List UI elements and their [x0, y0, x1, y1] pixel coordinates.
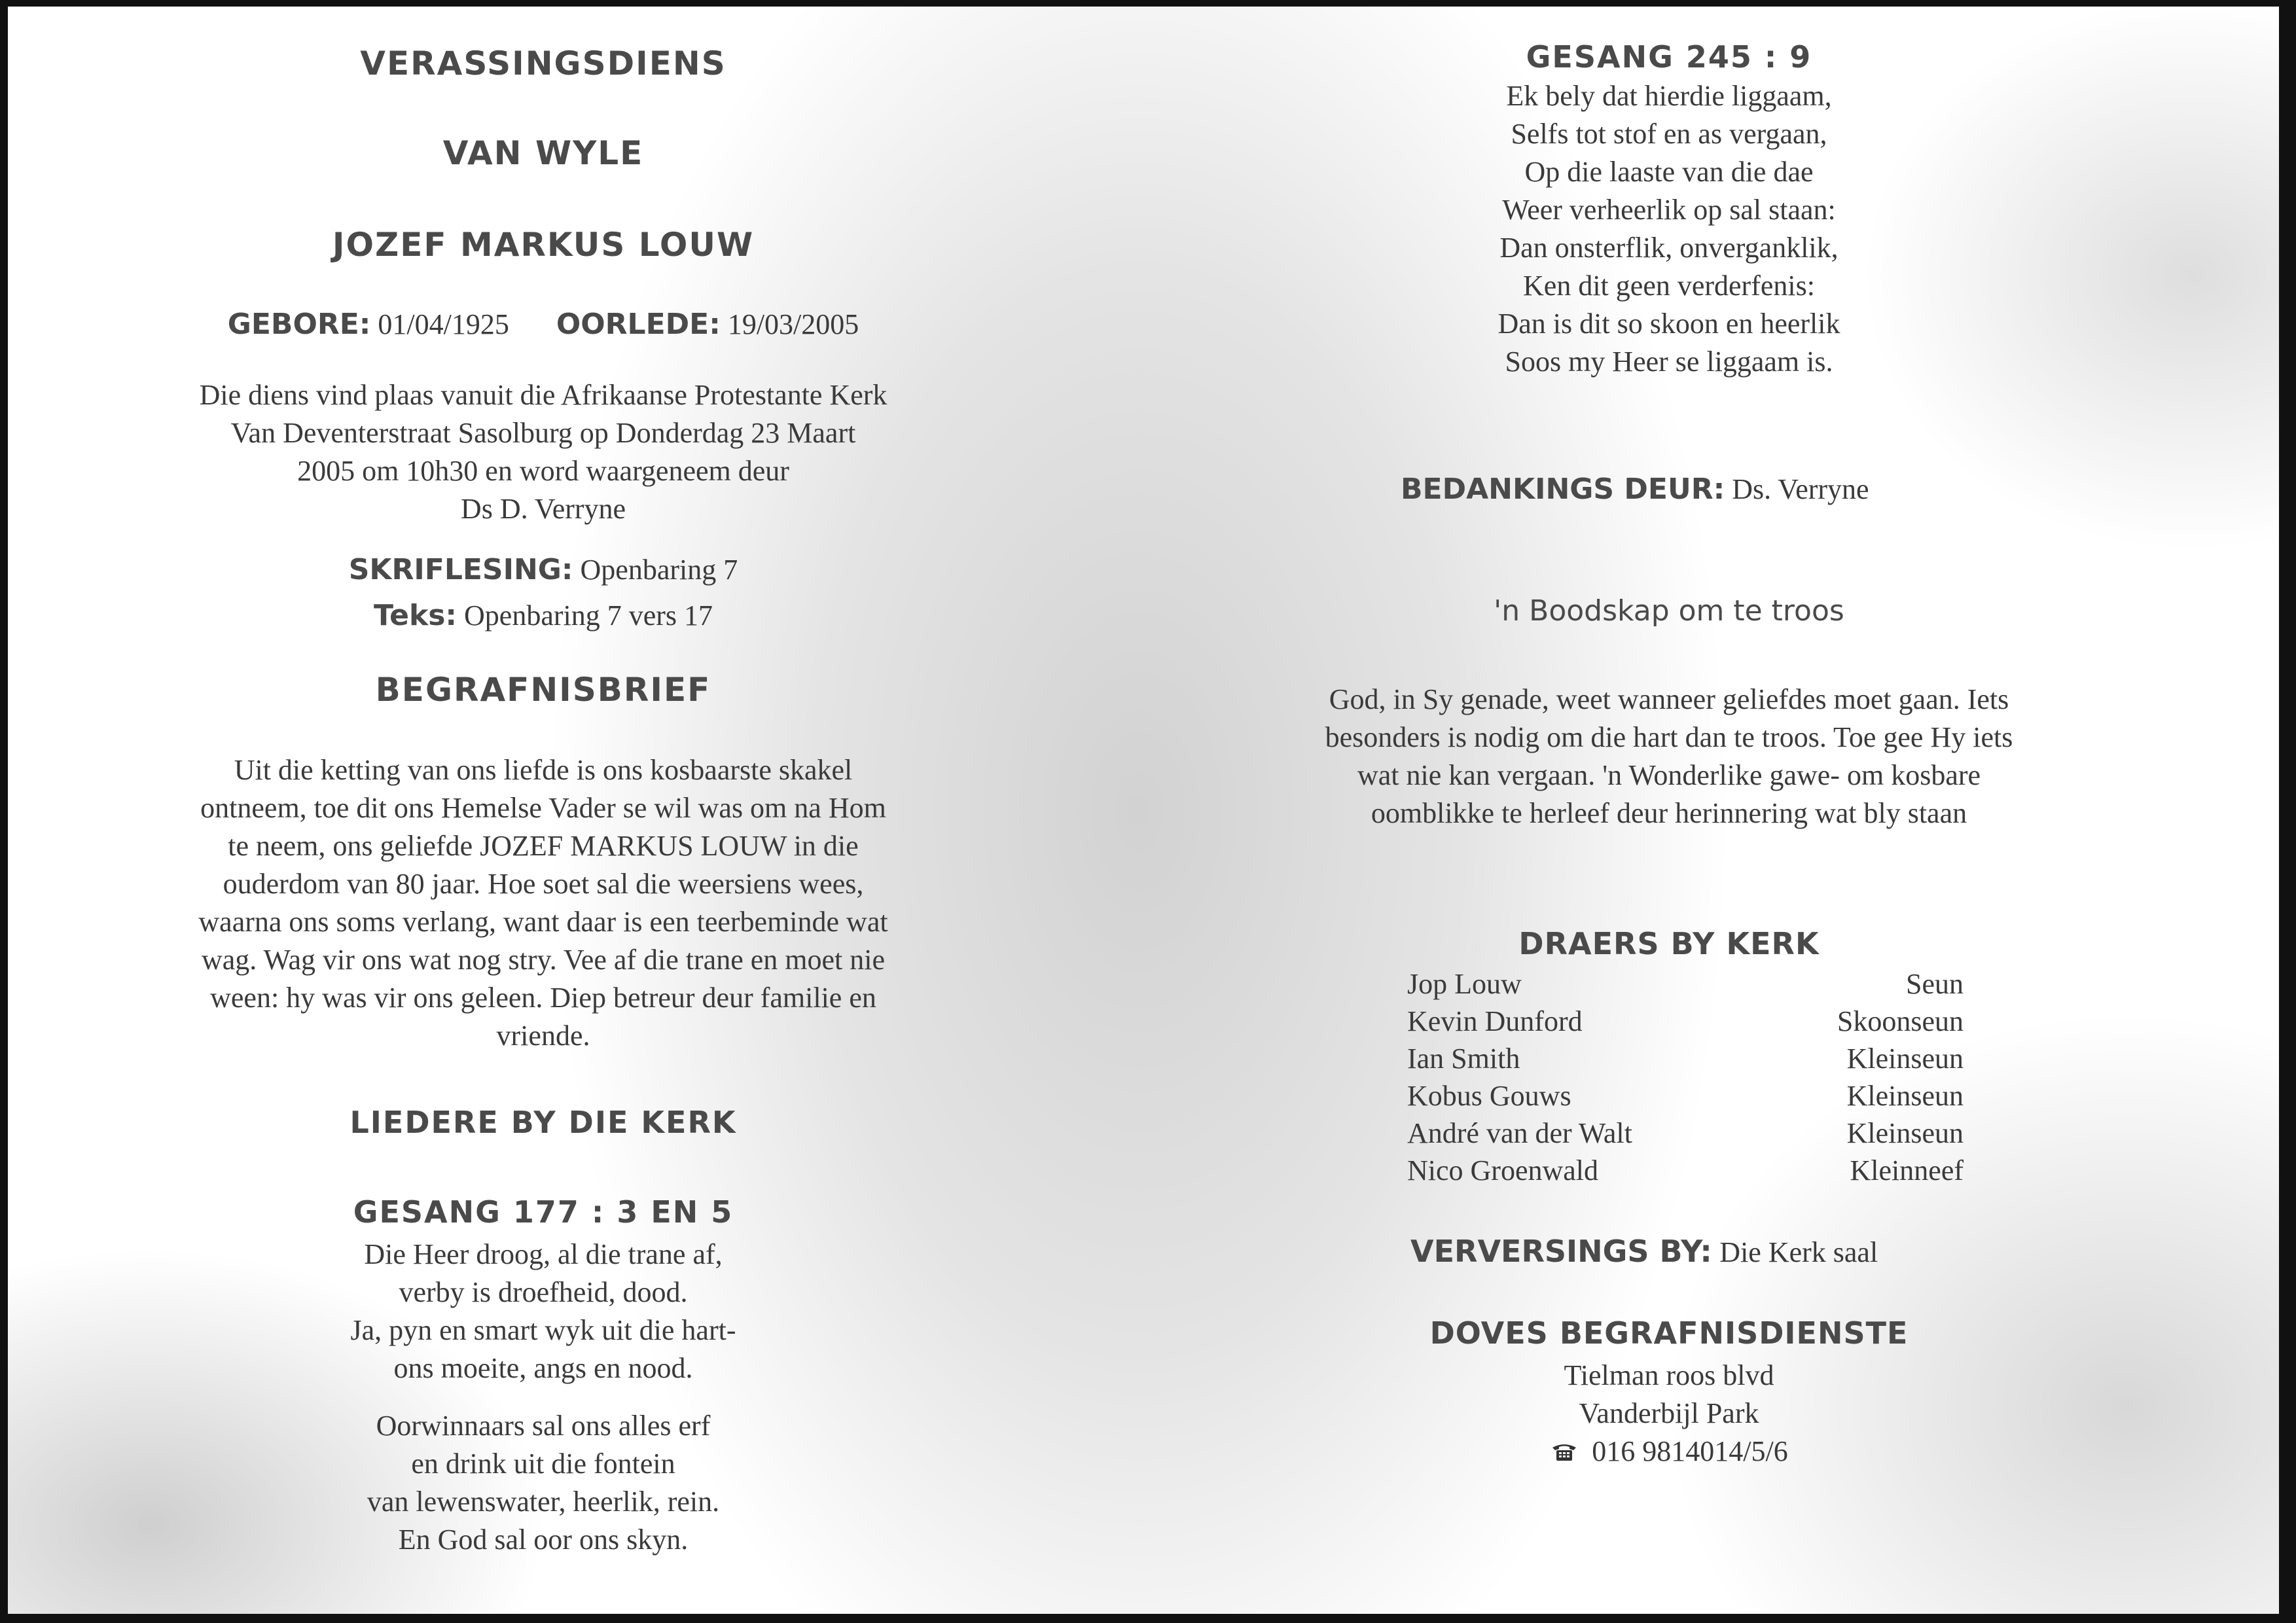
verse-line: Selfs tot stof en as vergaan,: [1511, 118, 1827, 150]
hymn1-verse2: [131, 1407, 956, 1559]
bearer-name: Nico Groenwald: [1407, 1154, 1599, 1186]
reading-value: Openbaring 7: [580, 554, 738, 586]
service-title: VERASSINGSDIENS: [360, 45, 726, 82]
text-row: [131, 599, 956, 632]
refreshments-value: Die Kerk saal: [1719, 1236, 1878, 1268]
bearer-relation: Skoonseun: [1837, 1005, 1964, 1037]
bearer-relation: Kleinseun: [1846, 1043, 1964, 1075]
address-line: Tielman roos blvd: [1564, 1359, 1774, 1391]
message-line: wat nie kan vergaan. 'n Wonderlike gawe- om kosbare: [1357, 759, 1981, 791]
left-page: [131, 0, 956, 1623]
undertaker-address: [1244, 1357, 2094, 1471]
hymn2-verse: [1244, 77, 2094, 381]
message-line: oomblikke te herleef deur herinnering wat bly staan: [1371, 797, 1967, 829]
verse-line: Ken dit geen verderfenis:: [1523, 270, 1815, 302]
verse-line: Ja, pyn en smart wyk uit die hart-: [350, 1314, 736, 1346]
verse-line: Die Heer droog, al die trane af,: [364, 1238, 723, 1270]
phone-line: [1244, 1433, 2094, 1471]
verse-line: Dan is dit so skoon en heerlik: [1498, 308, 1840, 340]
table-row: [1407, 965, 1964, 1003]
born-label: GEBORE:: [227, 308, 371, 341]
verse-line: Dan onsterflik, onverganklik,: [1499, 232, 1839, 264]
service-line: Van Deventerstraat Sasolburg op Donderdag 23 Maart: [230, 417, 856, 449]
hymn1-verse1: [131, 1236, 956, 1387]
refreshments-label: VERVERSINGS BY:: [1410, 1234, 1712, 1269]
thanks-label: BEDANKINGS DEUR:: [1401, 473, 1725, 506]
bearer-name: André van der Walt: [1407, 1117, 1632, 1149]
letter-line: ween: hy was vir ons geleen. Diep betreur deur familie en: [210, 982, 876, 1014]
died-date: 19/03/2005: [727, 308, 859, 340]
letter-line: wag. Wag vir ons wat nog stry. Vee af die trane en moet nie: [201, 944, 885, 976]
bearer-name: Jop Louw: [1407, 968, 1522, 1000]
bearer-relation: Kleinseun: [1846, 1117, 1964, 1149]
thanks-row: [1401, 473, 2251, 506]
verse-line: Oorwinnaars sal ons alles erf: [376, 1410, 711, 1442]
table-row: [1407, 1040, 1964, 1077]
reading-row: [131, 553, 956, 586]
bearers-heading: DRAERS BY KERK: [1518, 926, 1820, 961]
letter-line: ontneem, toe dit ons Hemelse Vader se wil was om na Hom: [200, 792, 886, 824]
bearer-relation: Kleinneef: [1850, 1154, 1964, 1186]
funeral-letter: [131, 751, 956, 1055]
service-details: [131, 376, 956, 528]
late-title: VAN WYLE: [442, 134, 644, 172]
table-row: [1407, 1115, 1964, 1152]
letter-line: ouderdom van 80 jaar. Hoe soet sal die weersiens wees,: [223, 868, 864, 900]
bearer-name: Kevin Dunford: [1407, 1005, 1583, 1037]
bearer-name: Ian Smith: [1407, 1043, 1520, 1075]
bearer-relation: Seun: [1906, 968, 1964, 1000]
verse-line: Ek bely dat hierdie liggaam,: [1506, 80, 1832, 112]
hymn2-title: GESANG 245 : 9: [1526, 39, 1812, 75]
bearer-relation: Kleinseun: [1846, 1080, 1964, 1112]
letter-line: waarna ons soms verlang, want daar is een teerbeminde wat: [198, 906, 888, 938]
service-line: 2005 om 10h30 en word waargeneem deur: [297, 455, 789, 487]
message-heading: 'n Boodskap om te troos: [1494, 594, 1844, 628]
letter-line: vriende.: [496, 1020, 590, 1052]
verse-line: en drink uit die fontein: [411, 1448, 675, 1480]
service-line: Ds D. Verryne: [460, 493, 626, 525]
verse-line: Weer verheerlik op sal staan:: [1502, 194, 1836, 226]
letter-heading: BEGRAFNISBRIEF: [375, 671, 711, 709]
deceased-name: JOZEF MARKUS LOUW: [332, 226, 755, 264]
text-value: Openbaring 7 vers 17: [464, 599, 713, 632]
reading-label: SKRIFLESING:: [348, 553, 573, 586]
died-label: OORLEDE:: [556, 308, 721, 341]
verse-line: En God sal oor ons skyn.: [398, 1524, 689, 1556]
letter-line: te neem, ons geliefde JOZEF MARKUS LOUW in die: [228, 830, 859, 862]
bearer-name: Kobus Gouws: [1407, 1080, 1571, 1112]
refreshments-row: [1410, 1234, 2261, 1269]
service-line: Die diens vind plaas vanuit die Afrikaanse Protestante Kerk: [199, 379, 888, 411]
right-page: [1244, 0, 2094, 1623]
bearers-list: [1407, 965, 1964, 1189]
undertaker-heading: DOVES BEGRAFNISDIENSTE: [1429, 1315, 1909, 1351]
text-label: Teks:: [373, 599, 457, 632]
songs-heading: LIEDERE BY DIE KERK: [350, 1105, 737, 1140]
message-line: God, in Sy genade, weet wanneer geliefdes moet gaan. Iets: [1329, 683, 2009, 715]
message-line: besonders is nodig om die hart dan te troos. Toe gee Hy iets: [1325, 721, 2013, 753]
table-row: [1407, 1003, 1964, 1040]
phone-number: 016 9814014/5/6: [1592, 1435, 1788, 1467]
table-row: [1407, 1077, 1964, 1115]
table-row: [1407, 1152, 1964, 1189]
thanks-value: Ds. Verryne: [1732, 473, 1869, 505]
letter-line: Uit die ketting van ons liefde is ons kosbaarste skakel: [234, 754, 853, 786]
address-line: Vanderbijl Park: [1579, 1397, 1759, 1429]
telephone-icon: [1550, 1434, 1579, 1455]
verse-line: van lewenswater, heerlik, rein.: [367, 1486, 720, 1518]
verse-line: verby is droefheid, dood.: [399, 1276, 688, 1308]
scan-border-left: [0, 0, 8, 1623]
verse-line: Soos my Heer se liggaam is.: [1505, 346, 1833, 378]
scan-border-right: [2279, 0, 2296, 1623]
verse-line: ons moeite, angs en nood.: [393, 1352, 693, 1384]
dates-row: [131, 308, 956, 341]
comfort-message: [1244, 681, 2094, 832]
born-date: 01/04/1925: [378, 308, 509, 340]
hymn1-title: GESANG 177 : 3 EN 5: [353, 1194, 734, 1230]
verse-line: Op die laaste van die dae: [1524, 156, 1814, 188]
